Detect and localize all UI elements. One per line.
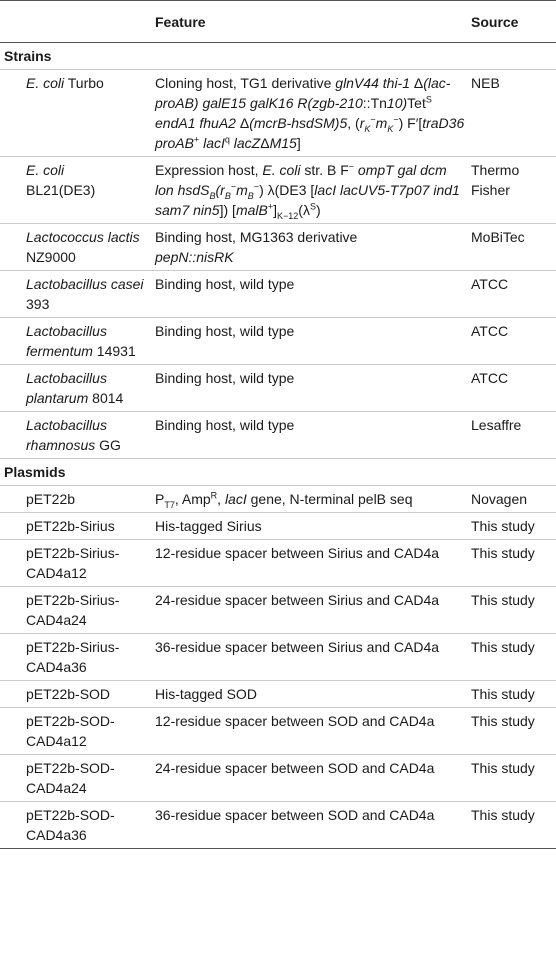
plasmid-feature: His-tagged SOD	[155, 686, 257, 702]
strain-feature: Expression host, E. coli str. B F− ompT gal dcm lon $hsdS_B(r_B^-m_B^-)$ λ(DE3 [lacI lacUV5-T7p07 ind1 sam7 nin5]) $[malB^+]_{K-12}(\lambda^S)$	[155, 161, 460, 221]
table-row	[0, 485, 556, 512]
table-row	[0, 317, 556, 364]
plasmid-name: pET22b-Sirius	[26, 518, 115, 534]
plasmid-source: This study	[471, 518, 535, 534]
strain-source: ATCC	[471, 370, 509, 386]
strain-name: E. coli BL21(DE3)	[26, 162, 96, 198]
strain-name: Lactobacillus fermentum 14931	[26, 323, 136, 359]
section-plasmids: Plasmids	[0, 458, 556, 485]
plasmid-name: pET22b-Sirius-CAD4a24	[26, 592, 120, 628]
table-row	[0, 270, 556, 317]
plasmid-source: This study	[471, 686, 535, 702]
plasmid-name: pET22b-SOD-CAD4a12	[26, 713, 115, 749]
plasmid-source: This study	[471, 713, 535, 729]
table-row	[0, 586, 556, 633]
plasmid-feature: 24-residue spacer between Sirius and CAD4a	[155, 592, 440, 608]
table-row	[0, 680, 556, 707]
table-row	[0, 754, 556, 801]
plasmid-source: This study	[471, 760, 535, 776]
strain-name: Lactobacillus casei 393	[26, 276, 144, 312]
plasmid-name: pET22b-Sirius-CAD4a12	[26, 545, 120, 581]
plasmid-feature: 36-residue spacer between SOD and CAD4a	[155, 807, 435, 823]
table-row	[0, 539, 556, 586]
table-row	[0, 512, 556, 539]
plasmid-name: pET22b	[26, 491, 76, 507]
strain-feature: Binding host, wild type	[155, 323, 295, 339]
plasmid-feature: 24-residue spacer between SOD and CAD4a	[155, 760, 435, 776]
table-row	[0, 223, 556, 270]
strain-feature: Cloning host, TG1 derivative glnV44 thi-1 Δ(lac-proAB) galE15 galK16 R(zgb-210::Tn10)Tet$^S$ endA1 fhuA2 Δ(mcrB-hsdSM)5, $(r_K^-m_K^-)$ F′[traD36 proAB+ lacI$^q$ lacZΔM15]	[155, 75, 465, 151]
strain-name: Lactobacillus plantarum 8014	[26, 370, 124, 406]
table-row	[0, 364, 556, 411]
plasmid-name: pET22b-Sirius-CAD4a36	[26, 639, 120, 675]
strain-source: ATCC	[471, 276, 509, 292]
plasmid-source: This study	[471, 592, 535, 608]
plasmid-feature: 12-residue spacer between Sirius and CAD4a	[155, 545, 440, 561]
plasmid-source: Novagen	[471, 491, 528, 507]
table-row	[0, 156, 556, 223]
strain-source: Lesaffre	[471, 417, 522, 433]
table-header	[0, 1, 556, 42]
plasmid-name: pET22b-SOD	[26, 686, 111, 702]
strain-source: NEB	[471, 75, 500, 91]
header-source: Source	[471, 13, 519, 30]
strain-feature: Binding host, wild type	[155, 417, 295, 433]
plasmid-source: This study	[471, 807, 535, 823]
section-strains: Strains	[4, 48, 52, 64]
plasmid-feature: His-tagged Sirius	[155, 518, 262, 534]
plasmid-source: This study	[471, 639, 535, 655]
plasmid-feature: 36-residue spacer between Sirius and CAD4a	[155, 639, 440, 655]
plasmid-name: pET22b-SOD-CAD4a36	[26, 807, 115, 843]
table-row	[0, 707, 556, 754]
plasmid-feature: $P_{T7}$, Amp$^R$, lacI gene, N-terminal pelB seq	[155, 490, 413, 510]
header-feature: Feature	[155, 13, 206, 30]
strain-name: Lactobacillus rhamnosus GG	[26, 417, 121, 453]
plasmid-name: pET22b-SOD-CAD4a24	[26, 760, 115, 796]
strain-feature: Binding host, MG1363 derivative pepN::nisRK	[155, 229, 358, 265]
strain-feature: Binding host, wild type	[155, 370, 295, 386]
strain-source: Thermo Fisher	[471, 162, 520, 198]
table-row	[0, 633, 556, 680]
strain-source: MoBiTec	[471, 229, 525, 245]
table-row	[0, 69, 556, 156]
strain-name: E. coli Turbo	[26, 75, 104, 91]
strain-source: ATCC	[471, 323, 509, 339]
table-row	[0, 411, 556, 458]
plasmid-feature: 12-residue spacer between SOD and CAD4a	[155, 713, 435, 729]
strain-name: Lactococcus lactis NZ9000	[26, 229, 140, 265]
plasmid-source: This study	[471, 545, 535, 561]
strain-feature: Binding host, wild type	[155, 276, 295, 292]
table-row	[0, 801, 556, 849]
